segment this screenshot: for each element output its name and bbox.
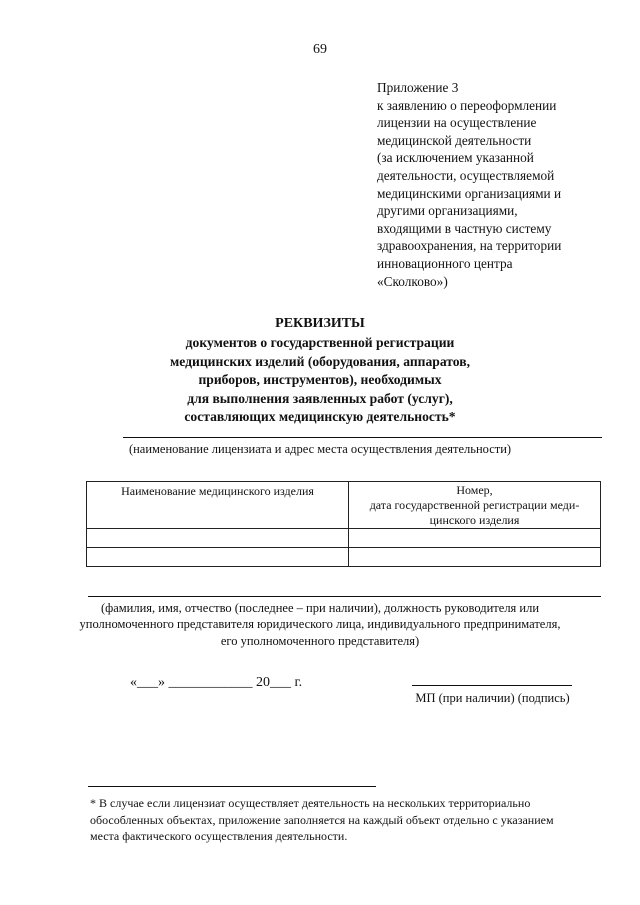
table-row (87, 529, 601, 548)
signer-caption-line: (фамилия, имя, отчество (последнее – при наличии), должность руководителя или (100, 601, 540, 615)
appendix-note (377, 79, 627, 290)
footnote-line: места фактического осуществления деятельности. (90, 829, 348, 844)
table-header-row (87, 482, 601, 529)
date-field[interactable]: «___» ____________ 20___ г. (130, 675, 303, 690)
table-row (87, 548, 601, 567)
subtitle-line: приборов, инструментов), необходимых (198, 372, 442, 387)
appendix-line: лицензии на осуществление (377, 115, 537, 131)
stamp-signature-caption: МП (при наличии) (подпись) (415, 691, 570, 705)
signature-fill-line[interactable] (412, 685, 572, 686)
document-subtitle (0, 334, 640, 427)
header-line: цинского изделия (429, 513, 520, 527)
appendix-line: деятельности, осуществляемой (377, 167, 555, 183)
subtitle-line: для выполнения заявленных работ (услуг), (187, 390, 453, 406)
column-header-registration (349, 482, 601, 529)
appendix-line: медицинскими организациями и (377, 185, 562, 201)
table-cell[interactable] (87, 529, 349, 548)
footnote-divider (88, 786, 376, 787)
page-number: 69 (313, 42, 327, 57)
signer-caption (0, 600, 640, 649)
appendix-line: здравоохранения, на территории (377, 238, 562, 254)
subtitle-line: медицинских изделий (оборудования, аппаратов, (170, 353, 470, 369)
appendix-line: к заявлению о переоформлении (377, 97, 557, 113)
footnote-line: обособленных объектах, приложение заполняется на каждый объект отдельно с указанием (90, 812, 554, 827)
header-line: Номер, (456, 483, 493, 497)
signer-caption-line: уполномоченного представителя юридического лица, индивидуального предпринимателя, (79, 617, 561, 632)
appendix-line: (за исключением указанной (377, 150, 534, 166)
column-header-device-name: Наименование медицинского изделия (87, 482, 349, 529)
signer-fill-line[interactable] (88, 596, 601, 597)
appendix-line: «Сколково») (377, 273, 448, 289)
signer-caption-line: его уполномоченного представителя) (220, 633, 420, 648)
registration-table (86, 481, 601, 567)
appendix-line: инновационного центра (377, 255, 513, 271)
table-cell[interactable] (349, 529, 601, 548)
licensee-caption: (наименование лицензиата и адрес места осуществления деятельности) (128, 442, 512, 456)
header-line: дата государственной регистрации меди- (369, 498, 580, 512)
table-cell[interactable] (87, 548, 349, 567)
appendix-line: другими организациями, (377, 203, 518, 219)
appendix-line: медицинской деятельности (377, 132, 532, 148)
table-cell[interactable] (349, 548, 601, 567)
subtitle-line: документов о государственной регистрации (185, 335, 455, 350)
footnote-line: * В случае если лицензиат осуществляет деятельность на нескольких территориально (90, 796, 531, 810)
subtitle-line: составляющих медицинскую деятельность* (184, 409, 456, 424)
appendix-line: Приложение 3 (377, 80, 459, 95)
licensee-fill-line[interactable] (123, 437, 602, 438)
document-title: РЕКВИЗИТЫ (275, 316, 365, 331)
appendix-line: входящими в частную систему (377, 220, 552, 236)
footnote (90, 795, 602, 845)
